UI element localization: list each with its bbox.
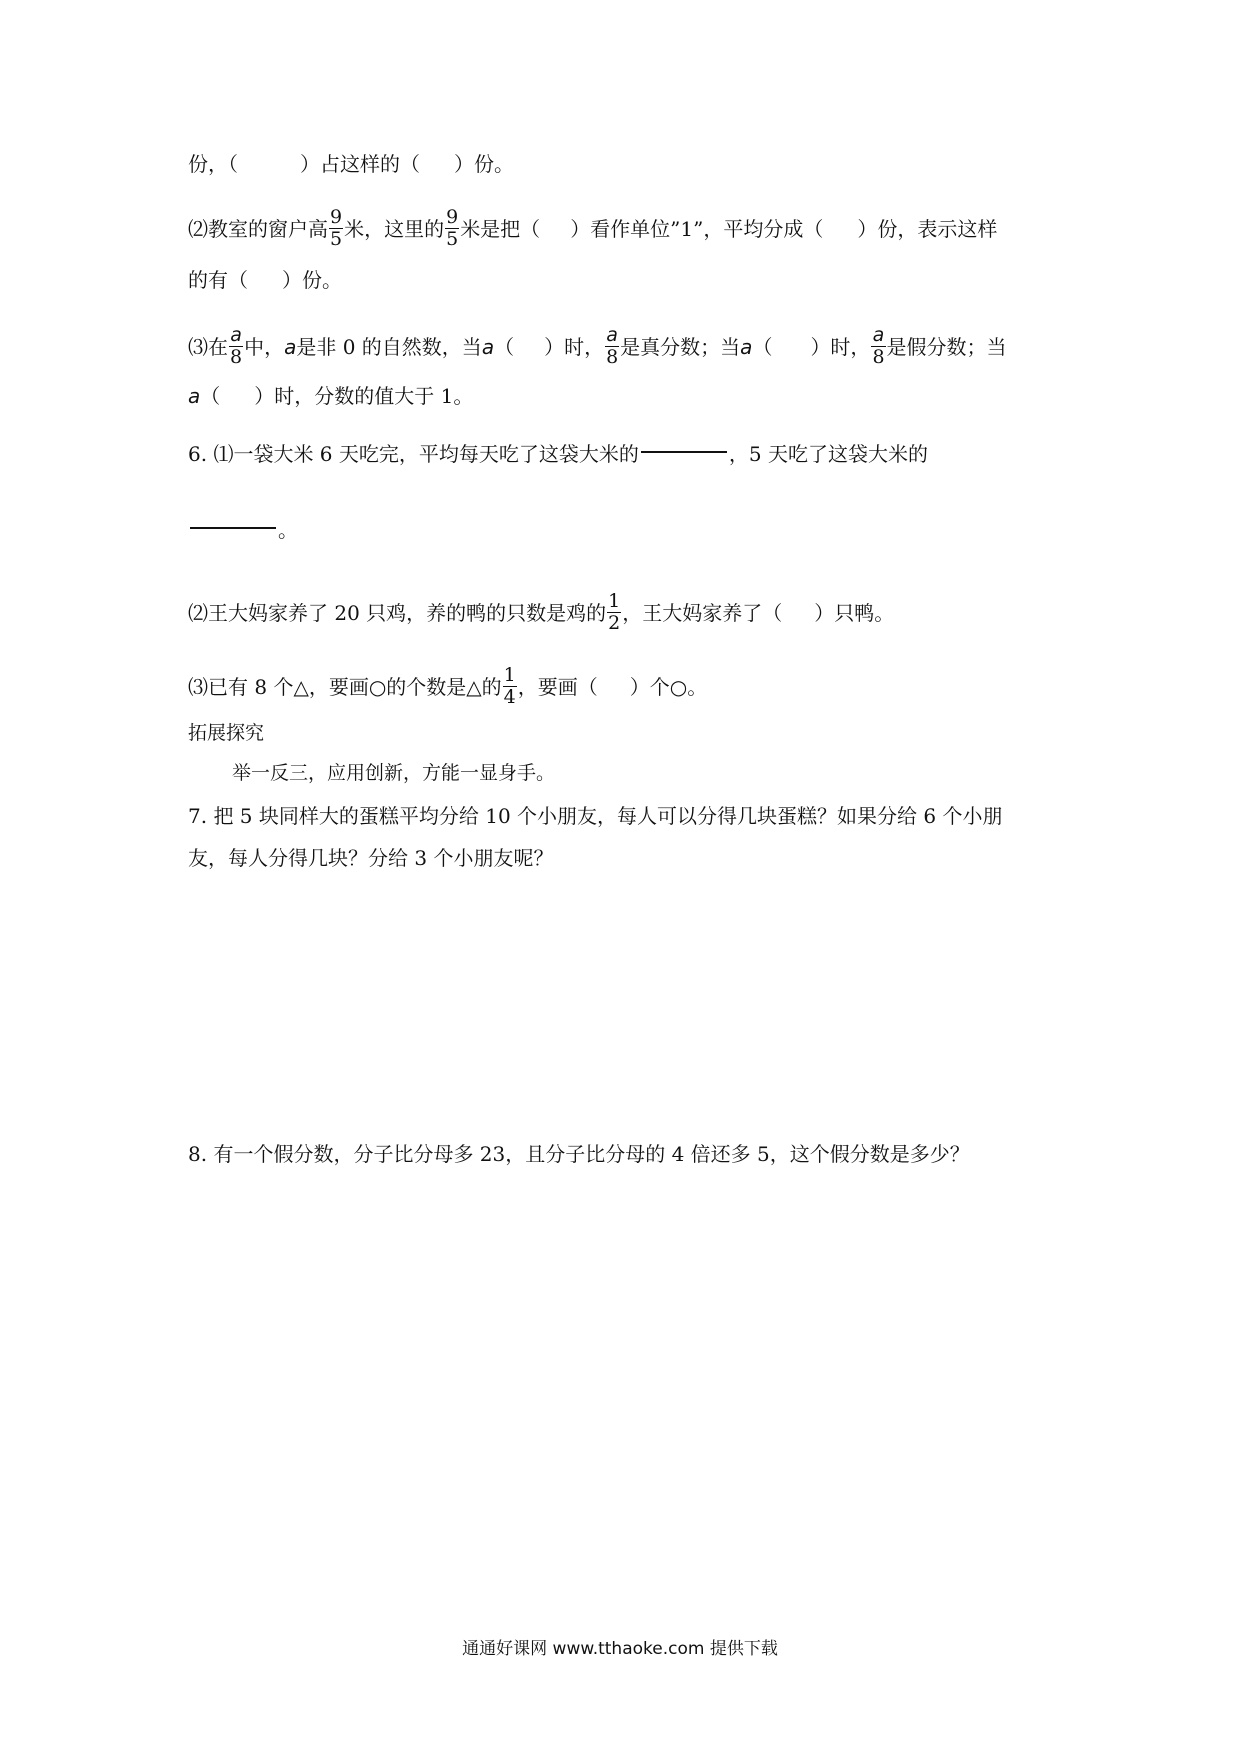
text: 的有（ bbox=[188, 268, 248, 292]
fraction bbox=[503, 666, 517, 707]
numerator: a bbox=[606, 324, 618, 346]
fraction bbox=[871, 326, 885, 367]
numerator: 9 bbox=[330, 206, 343, 228]
denominator: 8 bbox=[230, 346, 243, 368]
variable: a bbox=[740, 335, 753, 359]
q6-part1-line bbox=[188, 444, 928, 464]
q8-line1: 8. 有一个假分数，分子比分母多 23，且分子比分母的 4 倍还多 5，这个假分数是多少？ bbox=[188, 1142, 970, 1166]
text: ）时，分数的值大于 1。 bbox=[254, 384, 474, 408]
text: ）个○。 bbox=[629, 675, 708, 699]
text: 。 bbox=[278, 518, 298, 542]
text: ）时， bbox=[544, 335, 605, 359]
variable: a bbox=[188, 384, 201, 408]
text: 份，（ bbox=[188, 152, 238, 176]
q6-part2-line bbox=[188, 590, 895, 635]
text: 是真分数；当 bbox=[620, 335, 741, 359]
text: ，5 天吃了这袋大米的 bbox=[728, 442, 928, 466]
text: （ bbox=[494, 335, 515, 359]
q5-part3-line2 bbox=[188, 386, 473, 406]
text: 是非 0 的自然数，当 bbox=[296, 335, 482, 359]
fraction bbox=[445, 208, 459, 249]
text: ，要画（ bbox=[517, 675, 598, 699]
q7-line2: 友，每人分得几块？分给 3 个小朋友呢？ bbox=[188, 846, 554, 870]
text: （ bbox=[200, 384, 221, 408]
denominator: 4 bbox=[503, 686, 516, 708]
denominator: 2 bbox=[608, 612, 621, 634]
text: ⑵王大妈家养了 20 只鸡，养的鸭的只数是鸡的 bbox=[188, 601, 607, 625]
answer-line[interactable] bbox=[190, 527, 276, 529]
q6-part1-line2 bbox=[188, 520, 298, 540]
fraction bbox=[607, 592, 621, 633]
q5-part3-line bbox=[188, 324, 1007, 369]
text: （ bbox=[752, 335, 773, 359]
q5-part2-line2 bbox=[188, 270, 342, 290]
q5-continuation-line bbox=[188, 154, 514, 174]
text: ）时， bbox=[810, 335, 871, 359]
fraction bbox=[329, 208, 343, 249]
text: 是假分数；当 bbox=[886, 335, 1007, 359]
text: 米，这里的 bbox=[344, 217, 445, 241]
text: ）份，表示这样 bbox=[857, 217, 998, 241]
denominator: 8 bbox=[606, 346, 619, 368]
numerator: 1 bbox=[503, 664, 516, 686]
section-title: 拓展探究 bbox=[188, 722, 265, 744]
text: ）看作单位”1”，平均分成（ bbox=[570, 217, 824, 241]
denominator: 8 bbox=[872, 346, 885, 368]
numerator: a bbox=[872, 324, 885, 346]
q5-part2-line bbox=[188, 206, 998, 251]
text: 中， bbox=[244, 335, 285, 359]
text: ⑵教室的窗户高 bbox=[188, 217, 328, 241]
text: ）份。 bbox=[282, 268, 342, 292]
denominator: 5 bbox=[330, 228, 343, 250]
text: ，王大妈家养了（ bbox=[622, 601, 783, 625]
denominator: 5 bbox=[446, 228, 459, 250]
numerator: 9 bbox=[446, 206, 459, 228]
text: ）只鸭。 bbox=[814, 601, 895, 625]
numerator: 1 bbox=[608, 590, 621, 612]
text: 米是把（ bbox=[460, 217, 541, 241]
text: 6. ⑴一袋大米 6 天吃完，平均每天吃了这袋大米的 bbox=[188, 442, 639, 466]
text: ）份。 bbox=[454, 152, 514, 176]
variable: a bbox=[481, 335, 495, 359]
section-motto: 举一反三，应用创新，方能一显身手。 bbox=[232, 762, 556, 784]
footer: 通通好课网 www.tthaoke.com 提供下载 bbox=[462, 1639, 778, 1659]
variable: a bbox=[284, 335, 297, 359]
text: ⑶已有 8 个△，要画○的个数是△的 bbox=[188, 675, 502, 699]
fraction bbox=[605, 326, 619, 367]
answer-line[interactable] bbox=[641, 451, 727, 453]
numerator: a bbox=[230, 324, 242, 346]
text: ）占这样的（ bbox=[300, 152, 420, 176]
q6-part3-line bbox=[188, 664, 708, 709]
q7-line1: 7. 把 5 块同样大的蛋糕平均分给 10 个小朋友，每人可以分得几块蛋糕？如果分给 6 个小朋 bbox=[188, 804, 1003, 828]
text: ⑶在 bbox=[188, 335, 228, 359]
fraction bbox=[229, 326, 243, 367]
